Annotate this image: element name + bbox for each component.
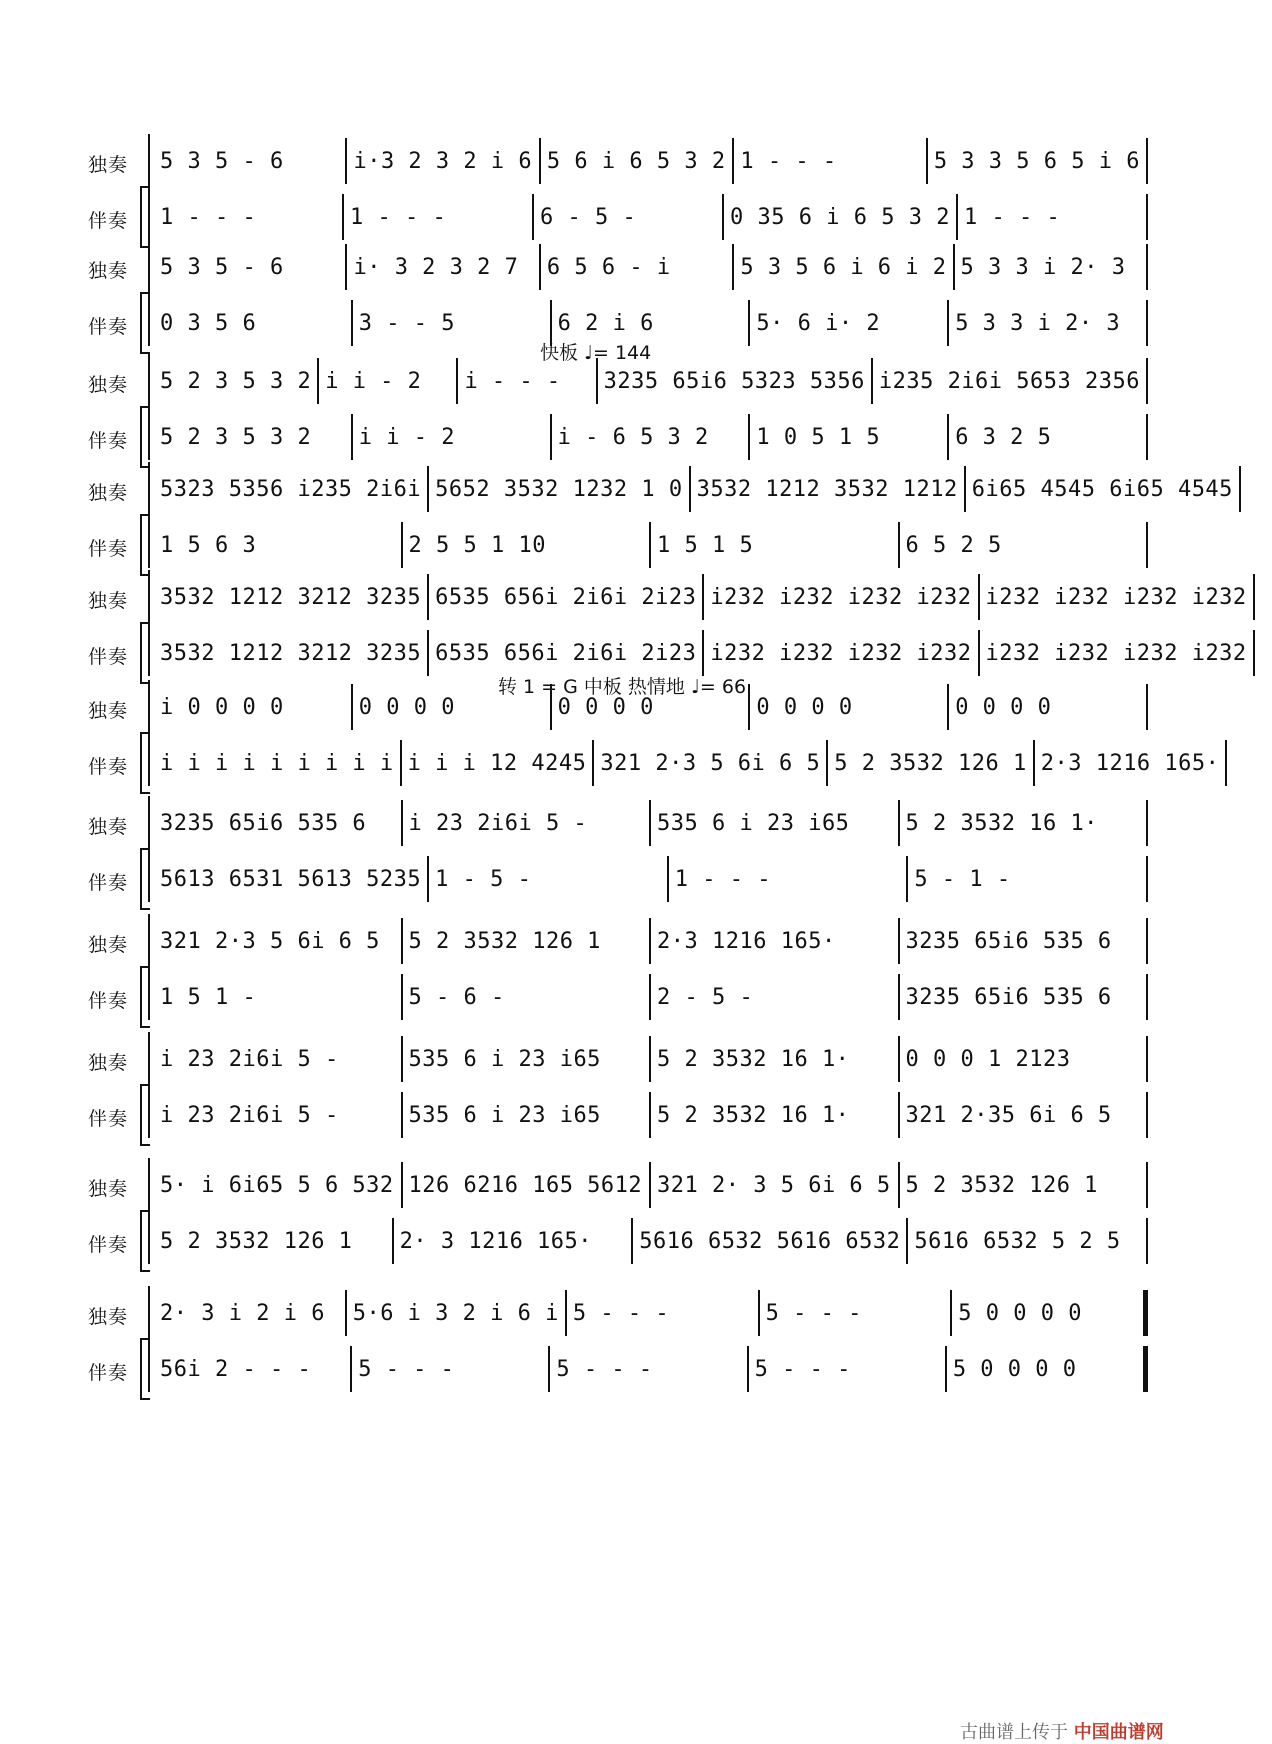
measure: 535 6 i 23 i65	[651, 800, 900, 846]
score-system	[88, 466, 1233, 572]
measure: 0 0 0 0	[750, 684, 949, 730]
measure: 5 - 6 -	[403, 974, 652, 1020]
measure: 5 - - -	[567, 1290, 760, 1336]
measure: 5616 6532 5616 6532	[633, 1218, 908, 1264]
measure: 5 2 3 5 3 2	[154, 358, 319, 404]
measure: 1 - - -	[344, 194, 534, 240]
measure: 321 2· 3 5 6i 6 5	[651, 1162, 900, 1208]
measure: i - - -	[458, 358, 597, 404]
measure: 3532 1212 3212 3235	[154, 574, 429, 620]
measure: 1 5 1 -	[154, 974, 403, 1020]
measure: 535 6 i 23 i65	[403, 1036, 652, 1082]
measure: 5616 6532 5 2 5	[908, 1218, 1148, 1264]
score-system	[88, 358, 1148, 464]
measure-row	[154, 1218, 1148, 1264]
accomp-label: 伴奏	[88, 646, 129, 668]
measure: 6 3 2 5	[949, 414, 1148, 460]
measure: i 23 2i6i 5 -	[154, 1092, 403, 1138]
measure: 3532 1212 3212 3235	[154, 630, 429, 676]
footer-text: 古曲谱上传于	[960, 1722, 1068, 1743]
measure: 5 0 0 0 0	[947, 1346, 1148, 1392]
measure-row	[154, 974, 1148, 1020]
measure: 3235 65i6 5323 5356	[598, 358, 873, 404]
solo-staff	[88, 466, 1233, 516]
measure: 535 6 i 23 i65	[403, 1092, 652, 1138]
measure: i235 2i6i 5653 2356	[873, 358, 1148, 404]
measure: i i i 12 4245	[402, 740, 595, 786]
measure-row	[154, 740, 1220, 786]
measure: 5 - - -	[352, 1346, 550, 1392]
measure: 0 0 0 0	[353, 684, 552, 730]
measure: 6 5 2 5	[900, 522, 1149, 568]
accomp-staff	[88, 740, 1220, 790]
accomp-label: 伴奏	[88, 1108, 129, 1130]
measure: 5 3 5 6 i 6 i 2	[734, 244, 954, 290]
tempo-fast: 快板 ♩= 144	[540, 342, 652, 364]
score-system	[88, 1290, 1148, 1396]
measure: i i i i i i i i i	[154, 740, 402, 786]
measure: 3235 65i6 535 6	[154, 800, 403, 846]
measure-row	[154, 1036, 1148, 1082]
measure-row	[154, 1092, 1148, 1138]
measure: 5 3 3 5 6 5 i 6	[928, 138, 1148, 184]
solo-label: 独奏	[88, 1178, 129, 1200]
footer-watermark	[960, 1718, 1210, 1744]
measure-row	[154, 414, 1148, 460]
measure: i232 i232 i232 i232	[980, 630, 1255, 676]
measure: 5613 6531 5613 5235	[154, 856, 429, 902]
measure: 5 2 3 5 3 2	[154, 414, 353, 460]
solo-label: 独奏	[88, 934, 129, 956]
measure: i i - 2	[319, 358, 458, 404]
measure: 5 2 3532 16 1·	[651, 1092, 900, 1138]
score-system	[88, 918, 1148, 1024]
measure: 1 - 5 -	[429, 856, 669, 902]
measure: 5· i 6i65 5 6 532	[154, 1162, 403, 1208]
accomp-staff	[88, 856, 1148, 906]
solo-staff	[88, 1290, 1148, 1340]
accomp-label: 伴奏	[88, 538, 129, 560]
measure: 321 2·35 6i 6 5	[900, 1092, 1149, 1138]
measure: 1 0 5 1 5	[750, 414, 949, 460]
measure-row	[154, 574, 1247, 620]
accomp-label: 伴奏	[88, 316, 129, 338]
measure: 1 - - -	[154, 194, 344, 240]
measure: 3 - - 5	[353, 300, 552, 346]
solo-label: 独奏	[88, 590, 129, 612]
measure: i 23 2i6i 5 -	[154, 1036, 403, 1082]
measure: 5 3 5 - 6	[154, 138, 347, 184]
measure: 5 3 3 i 2· 3	[949, 300, 1148, 346]
accomp-staff	[88, 1218, 1148, 1268]
measure: 6535 656i 2i6i 2i23	[429, 630, 704, 676]
accomp-staff	[88, 414, 1148, 464]
solo-label: 独奏	[88, 482, 129, 504]
measure: 0 3 5 6	[154, 300, 353, 346]
measure: 2·3 1216 165·	[651, 918, 900, 964]
accomp-label: 伴奏	[88, 872, 129, 894]
measure: 6 - 5 -	[534, 194, 724, 240]
measure: 2· 3 i 2 i 6	[154, 1290, 347, 1336]
measure: i232 i232 i232 i232	[704, 574, 979, 620]
solo-staff	[88, 138, 1148, 188]
measure: 0 35 6 i 6 5 3 2	[724, 194, 958, 240]
accomp-staff	[88, 522, 1148, 572]
solo-staff	[88, 244, 1148, 294]
measure: 5· 6 i· 2	[750, 300, 949, 346]
score-system	[88, 574, 1247, 680]
measure: 6i65 4545 6i65 4545	[966, 466, 1241, 512]
score-system	[88, 800, 1148, 906]
measure: 6 2 i 6	[552, 300, 751, 346]
measure: 2·3 1216 165·	[1035, 740, 1228, 786]
measure: 5652 3532 1232 1 0	[429, 466, 690, 512]
solo-staff	[88, 800, 1148, 850]
measure: 126 6216 165 5612	[403, 1162, 652, 1208]
score-system	[88, 244, 1148, 350]
measure: 5 2 3532 16 1·	[651, 1036, 900, 1082]
measure: 1 5 6 3	[154, 522, 403, 568]
score-system	[88, 1162, 1148, 1268]
measure: 5323 5356 i235 2i6i	[154, 466, 429, 512]
accomp-staff	[88, 1092, 1148, 1142]
measure: 3532 1212 3532 1212	[691, 466, 966, 512]
solo-label: 独奏	[88, 1306, 129, 1328]
measure: i - 6 5 3 2	[552, 414, 751, 460]
measure: 1 - - -	[958, 194, 1148, 240]
measure: 1 - - -	[669, 856, 909, 902]
measure: 5 6 i 6 5 3 2	[541, 138, 734, 184]
solo-staff	[88, 574, 1247, 624]
accomp-label: 伴奏	[88, 1234, 129, 1256]
solo-staff	[88, 1036, 1148, 1086]
measure: 5 2 3532 126 1	[403, 918, 652, 964]
measure: 2· 3 1216 165·	[394, 1218, 634, 1264]
solo-staff	[88, 1162, 1148, 1212]
measure: 5 - - -	[760, 1290, 953, 1336]
measure-row	[154, 522, 1148, 568]
score-system	[88, 684, 1220, 790]
solo-label: 独奏	[88, 816, 129, 838]
measure-row	[154, 918, 1148, 964]
measure: 6535 656i 2i6i 2i23	[429, 574, 704, 620]
measure: 0 0 0 1 2123	[900, 1036, 1149, 1082]
solo-label: 独奏	[88, 260, 129, 282]
measure: i232 i232 i232 i232	[704, 630, 979, 676]
measure: 5 2 3532 16 1·	[900, 800, 1149, 846]
solo-label: 独奏	[88, 700, 129, 722]
measure: 5 2 3532 126 1	[900, 1162, 1149, 1208]
solo-staff	[88, 358, 1148, 408]
measure-row	[154, 244, 1148, 290]
measure: 56i 2 - - -	[154, 1346, 352, 1392]
accomp-staff	[88, 1346, 1148, 1396]
measure: 2 5 5 1 10	[403, 522, 652, 568]
measure: 6 5 6 - i	[541, 244, 734, 290]
accomp-staff	[88, 974, 1148, 1024]
measure: 2 - 5 -	[651, 974, 900, 1020]
measure: 321 2·3 5 6i 6 5	[594, 740, 828, 786]
solo-staff	[88, 918, 1148, 968]
measure: i 23 2i6i 5 -	[403, 800, 652, 846]
measure: 1 - - -	[734, 138, 927, 184]
measure: 5 - 1 -	[908, 856, 1148, 902]
accomp-label: 伴奏	[88, 1362, 129, 1384]
accomp-label: 伴奏	[88, 210, 129, 232]
score-system	[88, 138, 1148, 244]
footer-brand: 中国曲谱网	[1073, 1722, 1164, 1743]
measure: 3235 65i6 535 6	[900, 974, 1149, 1020]
measure-row	[154, 194, 1148, 240]
measure-row	[154, 800, 1148, 846]
solo-label: 独奏	[88, 374, 129, 396]
measure: i i - 2	[353, 414, 552, 460]
tempo-key-change: 转 1 = G 中板 热情地 ♩= 66	[498, 676, 747, 698]
measure: 5·6 i 3 2 i 6 i	[347, 1290, 567, 1336]
measure: 5 0 0 0 0	[952, 1290, 1148, 1336]
score-system	[88, 1036, 1148, 1142]
measure: 0 0 0 0	[949, 684, 1148, 730]
measure-row	[154, 466, 1233, 512]
measure: i· 3 2 3 2 7	[347, 244, 540, 290]
measure: 5 3 5 - 6	[154, 244, 347, 290]
measure: 1 5 1 5	[651, 522, 900, 568]
measure: 5 2 3532 126 1	[828, 740, 1034, 786]
measure-row	[154, 630, 1247, 676]
measure: i 0 0 0 0	[154, 684, 353, 730]
accomp-label: 伴奏	[88, 430, 129, 452]
measure: i232 i232 i232 i232	[980, 574, 1255, 620]
solo-label: 独奏	[88, 154, 129, 176]
accomp-staff	[88, 194, 1148, 244]
accomp-label: 伴奏	[88, 756, 129, 778]
measure-row	[154, 1346, 1148, 1392]
measure-row	[154, 856, 1148, 902]
measure-row	[154, 1290, 1148, 1336]
measure: 5 - - -	[749, 1346, 947, 1392]
measure: 0 0 0 0	[552, 684, 751, 730]
measure: i·3 2 3 2 i 6	[347, 138, 540, 184]
measure-row	[154, 1162, 1148, 1208]
measure: 3235 65i6 535 6	[900, 918, 1149, 964]
measure: 5 - - -	[550, 1346, 748, 1392]
measure: 5 3 3 i 2· 3	[955, 244, 1148, 290]
solo-label: 独奏	[88, 1052, 129, 1074]
measure-row	[154, 138, 1148, 184]
accomp-label: 伴奏	[88, 990, 129, 1012]
measure: 5 2 3532 126 1	[154, 1218, 394, 1264]
measure: 321 2·3 5 6i 6 5	[154, 918, 403, 964]
